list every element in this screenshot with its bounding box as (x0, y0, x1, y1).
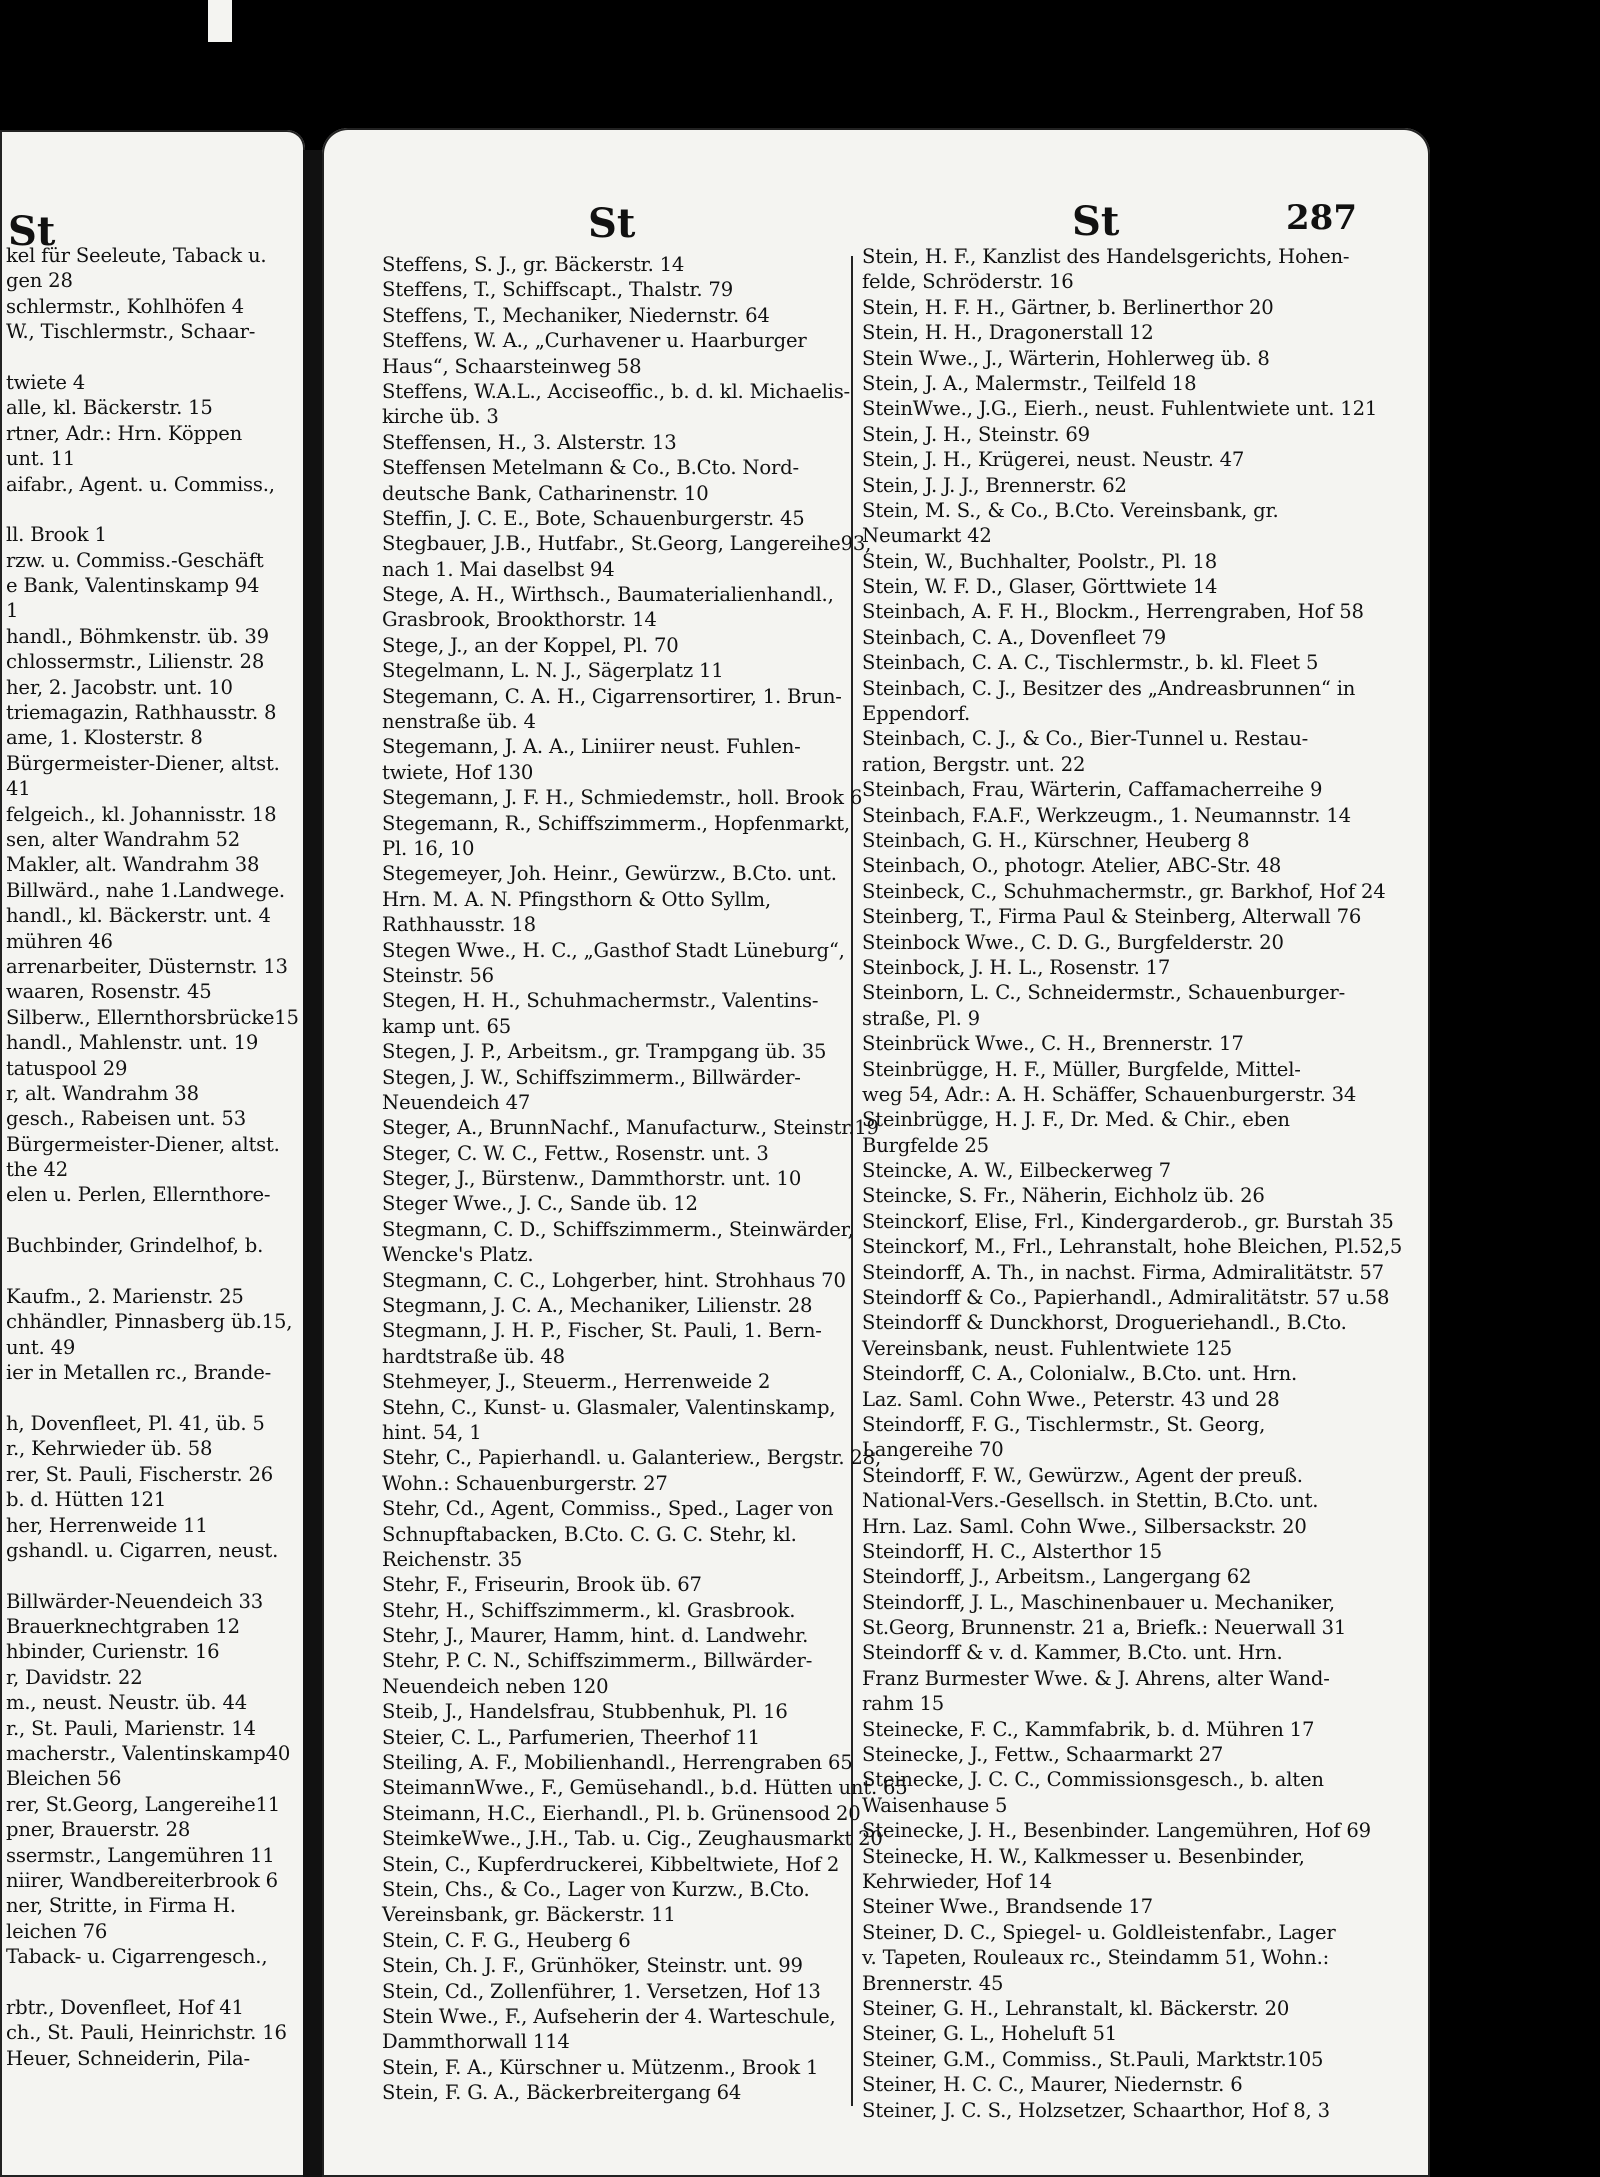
directory-line: Burgfelde 25 (862, 1133, 989, 1157)
directory-line: Steindorff & Dunckhorst, Drogueriehandl., B.Cto. (862, 1311, 1347, 1335)
directory-line: Steinbach, A. F. H., Blockm., Herrengraben, Hof 58 (862, 600, 1364, 624)
directory-line: Stehr, P. C. N., Schiffszimmerm., Billwärder- (382, 1649, 813, 1673)
directory-line: Steinecke, J. H., Besenbinder. Langemühren, Hof 69 (862, 1819, 1371, 1843)
directory-line: twiete, Hof 130 (382, 760, 534, 784)
directory-line: Stehr, Cd., Agent, Commiss., Sped., Lager von (382, 1497, 834, 1521)
directory-line: Steimann, H.C., Eierhandl., Pl. b. Grünensood 20 (382, 1801, 861, 1825)
directory-line: straße, Pl. 9 (862, 1006, 980, 1030)
directory-line: triemagazin, Rathhausstr. 8 (6, 701, 277, 725)
directory-line: felgeich., kl. Johannisstr. 18 (6, 802, 277, 826)
directory-line: Stein, H. H., Dragonerstall 12 (862, 321, 1154, 345)
directory-line: Dammthorwall 114 (382, 2030, 570, 2054)
directory-line: Stegmann, C. D., Schiffszimmerm., Steinwärder, (382, 1217, 854, 1241)
directory-line: Steincke, A. W., Eilbeckerweg 7 (862, 1159, 1171, 1183)
directory-line: Steinckorf, Elise, Frl., Kindergarderob., gr. Burstah 35 (862, 1209, 1394, 1233)
directory-line: Stegemann, J. A. A., Liniirer neust. Fuhlen- (382, 735, 801, 759)
directory-line: Neumarkt 42 (862, 524, 992, 548)
directory-line: Steincke, S. Fr., Näherin, Eichholz üb. 26 (862, 1184, 1265, 1208)
directory-line: Stein Wwe., F., Aufseherin der 4. Warteschule, (382, 2004, 836, 2028)
directory-line: Stein, W. F. D., Glaser, Görttwiete 14 (862, 575, 1218, 599)
directory-line: Steiner Wwe., Brandsende 17 (862, 1895, 1153, 1919)
directory-line: Stein, F. G. A., Bäckerbreitergang 64 (382, 2081, 742, 2105)
directory-line: rahm 15 (862, 1692, 945, 1716)
right-column (862, 244, 1403, 2123)
directory-line: Steinborn, L. C., Schneidermstr., Schauenburger- (862, 981, 1345, 1005)
directory-line: Vereinsbank, neust. Fuhlentwiete 125 (862, 1336, 1232, 1360)
directory-line: Steffens, S. J., gr. Bäckerstr. 14 (382, 253, 685, 276)
directory-line: pner, Brauerstr. 28 (6, 1818, 191, 1842)
directory-line: Steindorff, J., Arbeitsm., Langergang 62 (862, 1565, 1252, 1589)
directory-line: Steger, J., Bürstenw., Dammthorstr. unt. 10 (382, 1167, 802, 1191)
directory-line: Steffens, T., Mechaniker, Niedernstr. 64 (382, 303, 770, 327)
directory-line: Kehrwieder, Hof 14 (862, 1870, 1052, 1893)
directory-line: Steiner, G.M., Commiss., St.Pauli, Marktstr.105 (862, 2047, 1324, 2071)
directory-line: Steger, C. W. C., Fettw., Rosenstr. unt. 3 (382, 1141, 769, 1165)
directory-line: Stege, A. H., Wirthsch., Baumaterialienhandl., (382, 583, 834, 607)
directory-line: gshandl. u. Cigarren, neust. (6, 1538, 279, 1562)
directory-line: Steinckorf, M., Frl., Lehranstalt, hohe Bleichen, Pl.52,5 (862, 1235, 1403, 1259)
directory-line: Steffens, W. A., „Curhavener u. Haarburger (382, 329, 807, 353)
directory-line: unt. 11 (6, 447, 76, 471)
directory-line: rbtr., Dovenfleet, Hof 41 (6, 1995, 244, 2019)
directory-line: Stein, H. F., Kanzlist des Handelsgerichts, Hohen- (862, 245, 1350, 268)
directory-line: Reichenstr. 35 (382, 1547, 523, 1571)
directory-line: h, Dovenfleet, Pl. 41, üb. 5 (6, 1411, 265, 1435)
directory-line: kirche üb. 3 (382, 405, 499, 429)
directory-line: Billwärder-Neuendeich 33 (6, 1589, 264, 1613)
directory-line: Steinbrück Wwe., C. H., Brennerstr. 17 (862, 1032, 1244, 1056)
book-spine (303, 150, 323, 2177)
directory-line: deutsche Bank, Catharinenstr. 10 (382, 481, 709, 505)
directory-line: gesch., Rabeisen unt. 53 (6, 1107, 246, 1131)
directory-line: arrenarbeiter, Düsternstr. 13 (6, 954, 288, 978)
directory-line: weg 54, Adr.: A. H. Schäffer, Schauenburgerstr. 34 (862, 1082, 1357, 1106)
middle-header-letters: St (588, 200, 636, 247)
directory-line: Makler, alt. Wandrahm 38 (6, 853, 260, 877)
directory-line: Neuendeich neben 120 (382, 1674, 609, 1698)
directory-line: handl., Böhmkenstr. üb. 39 (6, 624, 269, 648)
directory-line (6, 1259, 302, 1284)
directory-line: waaren, Rosenstr. 45 (6, 980, 212, 1004)
directory-line: Neuendeich 47 (382, 1090, 531, 1114)
directory-line: Stegen Wwe., H. C., „Gasthof Stadt Lüneburg“, (382, 938, 845, 962)
directory-line: Brennerstr. 45 (862, 1971, 1004, 1995)
directory-line: elen u. Perlen, Ellernthore- (6, 1183, 271, 1207)
directory-line: Stegemeyer, Joh. Heinr., Gewürzw., B.Cto. unt. (382, 862, 837, 886)
directory-line: Steffensen Metelmann & Co., B.Cto. Nord- (382, 456, 799, 480)
directory-line: mühren 46 (6, 929, 113, 953)
directory-line: National-Vers.-Gesellsch. in Stettin, B.Cto. unt. (862, 1489, 1319, 1513)
directory-line: 41 (6, 777, 31, 801)
directory-line: gen 28 (6, 269, 73, 293)
directory-line: Steiner, G. L., Hoheluft 51 (862, 2022, 1118, 2046)
directory-line: Stein, Ch. J. F., Grünhöker, Steinstr. unt. 99 (382, 1954, 803, 1978)
directory-line: Stein, Chs., & Co., Lager von Kurzw., B.Cto. (382, 1878, 810, 1901)
directory-line: ll. Brook 1 (6, 523, 107, 547)
directory-line: Stehr, J., Maurer, Hamm, hint. d. Landwehr. (382, 1624, 809, 1648)
directory-line: Hrn. Laz. Saml. Cohn Wwe., Silbersackstr. 20 (862, 1514, 1307, 1538)
directory-line: Brauerknechtgraben 12 (6, 1615, 240, 1639)
directory-line: Bürgermeister-Diener, altst. (6, 1132, 280, 1156)
directory-line: v. Tapeten, Rouleaux rc., Steindamm 51, Wohn.: (862, 1946, 1329, 1970)
directory-line: Steier, C. L., Parfumerien, Theerhof 11 (382, 1725, 760, 1749)
directory-line: Bürgermeister-Diener, altst. (6, 751, 280, 775)
directory-line (6, 345, 302, 370)
directory-line: leichen 76 (6, 1919, 108, 1943)
directory-line: Stegen, H. H., Schuhmachermstr., Valentins- (382, 989, 819, 1013)
directory-line: Eppendorf. (862, 702, 971, 726)
directory-line: Billwärd., nahe 1.Landwege. (6, 878, 285, 902)
directory-line: Stehr, C., Papierhandl. u. Galanteriew., Bergstr. 28, (382, 1446, 881, 1470)
directory-line: Stein, C., Kupferdruckerei, Kibbeltwiete, Hof 2 (382, 1852, 840, 1876)
directory-line: ier in Metallen rc., Brande- (6, 1361, 272, 1385)
directory-line: Steindorff & Co., Papierhandl., Admiralitätstr. 57 u.58 (862, 1286, 1390, 1310)
directory-line: Stegen, J. W., Schiffszimmerm., Billwärder- (382, 1065, 801, 1089)
directory-line: rtner, Adr.: Hrn. Köppen (6, 421, 243, 445)
directory-line: hint. 54, 1 (382, 1420, 482, 1444)
directory-line: niirer, Wandbereiterbrook 6 (6, 1869, 278, 1892)
directory-line: Steinbach, F.A.F., Werkzeugm., 1. Neumannstr. 14 (862, 803, 1351, 827)
directory-line: St.Georg, Brunnenstr. 21 a, Briefk.: Neuerwall 31 (862, 1616, 1347, 1640)
directory-line: r, alt. Wandrahm 38 (6, 1081, 199, 1105)
directory-line: Stegemann, J. F. H., Schmiedemstr., holl. Brook 6 (382, 786, 863, 810)
directory-line: Bleichen 56 (6, 1767, 122, 1791)
directory-line: Steiner, D. C., Spiegel- u. Goldleistenfabr., Lager (862, 1920, 1336, 1944)
directory-line: r, Davidstr. 22 (6, 1665, 143, 1689)
directory-line: rzw. u. Commiss.-Geschäft (6, 548, 264, 572)
directory-line: ame, 1. Klosterstr. 8 (6, 726, 203, 750)
directory-line: Steindorff, J. L., Maschinenbauer u. Mechaniker, (862, 1590, 1335, 1614)
directory-line: ration, Bergstr. unt. 22 (862, 752, 1086, 776)
directory-line: Schnupftabacken, B.Cto. C. G. C. Stehr, kl. (382, 1522, 797, 1546)
directory-line: Buchbinder, Grindelhof, b. (6, 1234, 264, 1258)
binding-strip (208, 0, 232, 42)
directory-line: hardtstraße üb. 48 (382, 1344, 565, 1368)
directory-line: Hrn. M. A. N. Pfingsthorn & Otto Syllm, (382, 887, 771, 911)
directory-line: SteimkeWwe., J.H., Tab. u. Cig., Zeughausmarkt 20 (382, 1827, 883, 1851)
directory-line: Stegemann, C. A. H., Cigarrensortirer, 1. Brun- (382, 684, 842, 708)
directory-line (6, 1970, 302, 1995)
directory-line: Steiner, H. C. C., Maurer, Niedernstr. 6 (862, 2073, 1243, 2097)
directory-line (6, 1386, 302, 1411)
directory-line: Stein Wwe., J., Wärterin, Hohlerweg üb. 8 (862, 346, 1270, 370)
directory-line: her, 2. Jacobstr. unt. 10 (6, 675, 233, 699)
directory-line: Steindorff, C. A., Colonialw., B.Cto. unt. Hrn. (862, 1362, 1298, 1386)
directory-line: Laz. Saml. Cohn Wwe., Peterstr. 43 und 28 (862, 1387, 1280, 1411)
left-column (6, 243, 302, 2071)
directory-line: ssermstr., Langemühren 11 (6, 1843, 275, 1867)
directory-line: Steinstr. 56 (382, 963, 494, 987)
directory-line: Steib, J., Handelsfrau, Stubbenhuk, Pl. 16 (382, 1700, 788, 1724)
directory-line: chhändler, Pinnasberg üb.15, (6, 1310, 293, 1334)
directory-line: Stehmeyer, J., Steuerm., Herrenweide 2 (382, 1370, 771, 1394)
directory-line: ner, Stritte, in Firma H. (6, 1894, 236, 1918)
directory-line: Steindorff, A. Th., in nachst. Firma, Admiralitätstr. 57 (862, 1260, 1384, 1284)
directory-line: Pl. 16, 10 (382, 836, 475, 860)
directory-line: Franz Burmester Wwe. & J. Ahrens, alter Wand- (862, 1666, 1330, 1690)
directory-line: Steinbach, C. A. C., Tischlermstr., b. kl. Fleet 5 (862, 651, 1319, 675)
directory-line: handl., kl. Bäckerstr. unt. 4 (6, 904, 271, 928)
directory-line: nach 1. Mai daselbst 94 (382, 557, 615, 581)
directory-line: Stein, Cd., Zollenführer, 1. Versetzen, Hof 13 (382, 1979, 821, 2003)
directory-line: Stegmann, J. H. P., Fischer, St. Pauli, 1. Bern- (382, 1319, 822, 1343)
directory-line: Steiner, J. C. S., Holzsetzer, Schaarthor, Hof 8, 3 (862, 2098, 1330, 2122)
directory-line: Silberw., Ellernthorsbrücke15 (6, 1005, 299, 1029)
directory-line: Steger Wwe., J. C., Sande üb. 12 (382, 1192, 698, 1216)
directory-line: r., St. Pauli, Marienstr. 14 (6, 1716, 256, 1740)
directory-line: the 42 (6, 1158, 69, 1182)
directory-line: Wencke's Platz. (382, 1243, 534, 1267)
directory-line: alle, kl. Bäckerstr. 15 (6, 396, 213, 420)
directory-line: W., Tischlermstr., Schaar- (6, 320, 256, 344)
directory-line: Stehn, C., Kunst- u. Glasmaler, Valentinskamp, (382, 1395, 836, 1419)
left-page-header-letters: St (8, 208, 56, 255)
directory-line: Stege, J., an der Koppel, Pl. 70 (382, 633, 679, 657)
directory-line: SteimannWwe., F., Gemüsehandl., b.d. Hütten unt. 65 (382, 1776, 908, 1800)
directory-line: sen, alter Wandrahm 52 (6, 827, 241, 851)
directory-line: handl., Mahlenstr. unt. 19 (6, 1031, 259, 1055)
directory-line: Steindorff, F. G., Tischlermstr., St. Georg, (862, 1412, 1266, 1436)
directory-line: Waisenhause 5 (862, 1793, 1008, 1817)
directory-line: hbinder, Curienstr. 16 (6, 1640, 220, 1664)
directory-line: Stehr, F., Friseurin, Brook üb. 67 (382, 1573, 702, 1597)
directory-line: kel für Seeleute, Taback u. (6, 244, 267, 267)
directory-line: Grasbrook, Brookthorstr. 14 (382, 608, 657, 632)
directory-line: m., neust. Neustr. üb. 44 (6, 1691, 247, 1715)
directory-line: Stein, J. H., Krügerei, neust. Neustr. 47 (862, 448, 1245, 472)
directory-line: Steinberg, T., Firma Paul & Steinberg, Alterwall 76 (862, 905, 1362, 929)
directory-line: chlossermstr., Lilienstr. 28 (6, 650, 265, 674)
directory-line: Stein, H. F. H., Gärtner, b. Berlinerthor 20 (862, 295, 1274, 319)
directory-line: Heuer, Schneiderin, Pila- (6, 2046, 250, 2070)
directory-line: Stein, J. A., Malermstr., Teilfeld 18 (862, 371, 1197, 395)
directory-line: ch., St. Pauli, Heinrichstr. 16 (6, 2021, 287, 2045)
directory-line: Stein, F. A., Kürschner u. Mützenm., Brook 1 (382, 2055, 819, 2079)
directory-line (6, 1563, 302, 1588)
directory-line: twiete 4 (6, 370, 86, 394)
directory-line: Steinbach, C. J., Besitzer des „Andreasbrunnen“ in (862, 676, 1356, 700)
directory-line: aifabr., Agent. u. Commiss., (6, 472, 275, 496)
directory-line: Steffens, W.A.L., Acciseoffic., b. d. kl. Michaelis- (382, 379, 850, 403)
directory-line: Steiner, G. H., Lehranstalt, kl. Bäckerstr. 20 (862, 1996, 1290, 2020)
directory-line: Stegbauer, J.B., Hutfabr., St.Georg, Langereihe93, (382, 532, 872, 556)
directory-line: Steiling, A. F., Mobilienhandl., Herrengraben 65 (382, 1751, 853, 1775)
directory-line: Stein, J. J. J., Brennerstr. 62 (862, 473, 1127, 497)
directory-line: Stein, J. H., Steinstr. 69 (862, 422, 1090, 446)
directory-line: macherstr., Valentinskamp40 (6, 1742, 291, 1766)
directory-line: Wohn.: Schauenburgerstr. 27 (382, 1471, 668, 1495)
directory-line: b. d. Hütten 121 (6, 1488, 167, 1512)
directory-line: unt. 49 (6, 1335, 76, 1359)
directory-line: her, Herrenweide 11 (6, 1513, 208, 1537)
directory-line: Stegemann, R., Schiffszimmerm., Hopfenmarkt, (382, 811, 850, 835)
directory-line: Stegen, J. P., Arbeitsm., gr. Trampgang üb. 35 (382, 1040, 827, 1064)
directory-line: schlermstr., Kohlhöfen 4 (6, 294, 244, 318)
directory-line: Steinecke, F. C., Kammfabrik, b. d. Mühren 17 (862, 1717, 1315, 1741)
directory-line: Stein, M. S., & Co., B.Cto. Vereinsbank, gr. (862, 498, 1279, 522)
directory-line: Steinbach, G. H., Kürschner, Heuberg 8 (862, 828, 1250, 852)
directory-line: Taback- u. Cigarrengesch., (6, 1945, 268, 1969)
directory-line: Vereinsbank, gr. Bäckerstr. 11 (382, 1903, 676, 1927)
directory-line: Stehr, H., Schiffszimmerm., kl. Grasbrook. (382, 1598, 796, 1622)
directory-line: nenstraße üb. 4 (382, 710, 536, 734)
directory-line: Steinbeck, C., Schuhmachermstr., gr. Barkhof, Hof 24 (862, 879, 1386, 903)
directory-line: Stegmann, J. C. A., Mechaniker, Lilienstr. 28 (382, 1294, 813, 1318)
directory-line: Steinbach, O., photogr. Atelier, ABC-Str. 48 (862, 854, 1282, 878)
directory-line: Stegmann, C. C., Lohgerber, hint. Strohhaus 70 (382, 1268, 846, 1292)
page-number: 287 (1286, 198, 1357, 238)
directory-line: e Bank, Valentinskamp 94 (6, 574, 260, 598)
directory-line: Rathhausstr. 18 (382, 913, 536, 937)
directory-line: 1 (6, 599, 19, 623)
directory-line: felde, Schröderstr. 16 (862, 270, 1074, 294)
directory-line: Steinbach, C. A., Dovenfleet 79 (862, 625, 1166, 649)
directory-line: Steger, A., BrunnNachf., Manufacturw., Steinstr.19 (382, 1116, 879, 1140)
directory-line: rer, St. Pauli, Fischerstr. 26 (6, 1462, 273, 1486)
directory-line: Steinbach, C. J., & Co., Bier-Tunnel u. Restau- (862, 727, 1309, 751)
directory-line: Steindorff & v. d. Kammer, B.Cto. unt. Hrn. (862, 1641, 1283, 1665)
directory-line: Steinecke, J. C. C., Commissionsgesch., b. alten (862, 1768, 1324, 1792)
right-header-letters: St (1072, 198, 1120, 245)
directory-line: Steffin, J. C. E., Bote, Schauenburgerstr. 45 (382, 506, 805, 530)
directory-line: Steffensen, H., 3. Alsterstr. 13 (382, 430, 677, 454)
directory-line: Langereihe 70 (862, 1438, 1004, 1462)
directory-line: Steinbrügge, H. F., Müller, Burgfelde, Mittel- (862, 1057, 1301, 1081)
directory-line: Steindorff, F. W., Gewürzw., Agent der preuß. (862, 1463, 1303, 1487)
directory-line: kamp unt. 65 (382, 1014, 512, 1038)
directory-line: Stegelmann, L. N. J., Sägerplatz 11 (382, 659, 724, 683)
directory-line: SteinWwe., J.G., Eierh., neust. Fuhlentwiete unt. 121 (862, 397, 1378, 421)
directory-line: Steinecke, J., Fettw., Schaarmarkt 27 (862, 1743, 1224, 1767)
directory-line: Steffens, T., Schiffscapt., Thalstr. 79 (382, 278, 733, 302)
directory-line (6, 1208, 302, 1233)
directory-line: Steinbach, Frau, Wärterin, Caffamacherreihe 9 (862, 778, 1323, 802)
directory-line: r., Kehrwieder üb. 58 (6, 1437, 213, 1461)
directory-line: tatuspool 29 (6, 1056, 128, 1080)
directory-line: Haus“, Schaarsteinweg 58 (382, 354, 642, 378)
directory-line: Steinecke, H. W., Kalkmesser u. Besenbinder, (862, 1844, 1305, 1868)
directory-line: rer, St.Georg, Langereihe11 (6, 1792, 280, 1816)
directory-line: Steinbock, J. H. L., Rosenstr. 17 (862, 955, 1171, 979)
directory-line: Stein, W., Buchhalter, Poolstr., Pl. 18 (862, 549, 1218, 573)
directory-line: Kaufm., 2. Marienstr. 25 (6, 1285, 244, 1309)
directory-line: Steinbock Wwe., C. D. G., Burgfelderstr. 20 (862, 930, 1284, 954)
directory-line: Steindorff, H. C., Alsterthor 15 (862, 1539, 1162, 1563)
directory-line: Stein, C. F. G., Heuberg 6 (382, 1928, 631, 1952)
directory-line: Steinbrügge, H. J. F., Dr. Med. & Chir., eben (862, 1108, 1290, 1132)
directory-line (6, 497, 302, 522)
